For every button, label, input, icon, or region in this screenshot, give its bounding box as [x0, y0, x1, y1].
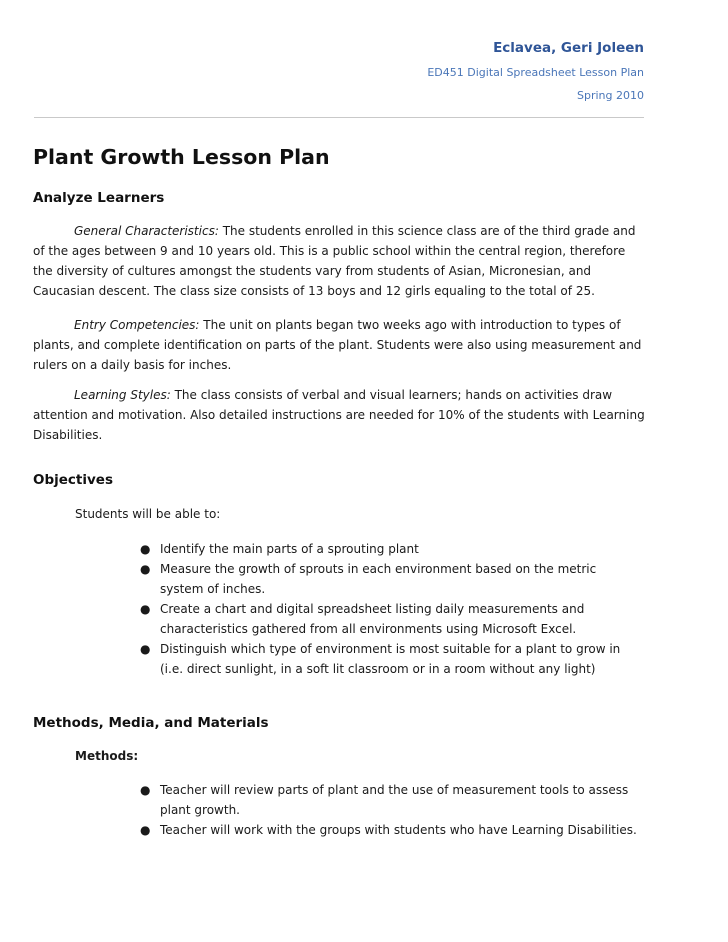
- bullet-icon: ●: [140, 642, 151, 656]
- analyze-learners-heading: Analyze Learners: [33, 190, 165, 206]
- bullet-icon: ●: [140, 602, 151, 616]
- learning-styles-text: The class consists of verbal and visual learners; hands on activities draw attention and motivation. Also detailed instructions are needed for 10% of the students with Learning Disabilities.: [33, 388, 645, 442]
- course-title: ED451 Digital Spreadsheet Lesson Plan: [427, 66, 644, 79]
- term-label: Spring 2010: [577, 89, 644, 102]
- general-characteristics-paragraph: [33, 221, 648, 301]
- learning-styles-label: Learning Styles:: [74, 388, 171, 402]
- page-title: Plant Growth Lesson Plan: [33, 145, 330, 169]
- list-item-text: Create a chart and digital spreadsheet listing daily measurements and characteristics gathered from all environments using Microsoft Excel.: [160, 602, 585, 636]
- list-item-text: Distinguish which type of environment is most suitable for a plant to grow in (i.e. direct sunlight, in a soft lit classroom or in a room without any light): [160, 642, 621, 676]
- list-item-text: Teacher will review parts of plant and the use of measurement tools to assess plant growth.: [160, 783, 629, 817]
- list-item-text: Identify the main parts of a sprouting plant: [160, 542, 419, 556]
- document-header: [427, 40, 644, 102]
- list-item-text: Teacher will work with the groups with students who have Learning Disabilities.: [160, 823, 637, 837]
- objectives-list: [140, 539, 640, 679]
- list-item: [140, 820, 640, 840]
- entry-competencies-label: Entry Competencies:: [74, 318, 200, 332]
- general-characteristics-label: General Characteristics:: [74, 224, 219, 238]
- list-item: [140, 639, 640, 679]
- header-divider: [34, 117, 644, 118]
- learning-styles-paragraph: [33, 385, 648, 445]
- list-item-text: Measure the growth of sprouts in each environment based on the metric system of inches.: [160, 562, 597, 596]
- bullet-icon: ●: [140, 542, 151, 556]
- general-characteristics-text: The students enrolled in this science class are of the third grade and of the ages between 9 and 10 years old. This is a public school within the central region, therefore the diversity of cultures amongst the students vary from students of Asian, Micronesian, and Caucasian descent. The class size consists of 13 boys and 12 girls equaling to the total of 25.: [33, 224, 636, 298]
- entry-competencies-text: The unit on plants began two weeks ago with introduction to types of plants, and complete identification on parts of the plant. Students were also using measurement and rulers on a daily basis for inches.: [33, 318, 642, 372]
- bullet-icon: ●: [140, 823, 151, 837]
- entry-competencies-paragraph: [33, 315, 648, 375]
- methods-media-materials-heading: Methods, Media, and Materials: [33, 715, 269, 731]
- list-item: [140, 539, 640, 559]
- methods-label: Methods:: [75, 749, 139, 763]
- objectives-intro: Students will be able to:: [75, 507, 221, 521]
- list-item: [140, 599, 640, 639]
- bullet-icon: ●: [140, 562, 151, 576]
- methods-list: [140, 780, 640, 840]
- list-item: [140, 780, 640, 820]
- bullet-icon: ●: [140, 783, 151, 797]
- objectives-heading: Objectives: [33, 472, 113, 488]
- list-item: [140, 559, 640, 599]
- author-name: Eclavea, Geri Joleen: [493, 40, 644, 56]
